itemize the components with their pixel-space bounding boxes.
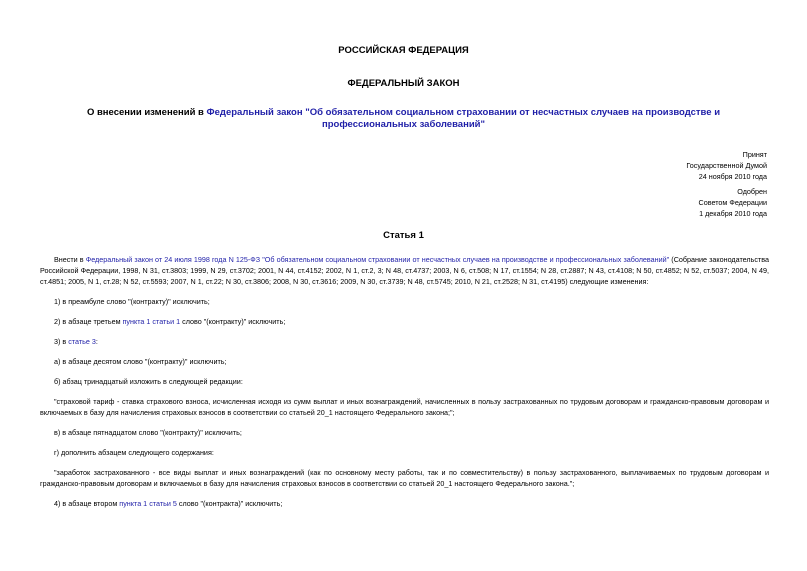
article-3-link[interactable]: статье 3 [68,337,96,346]
law-title-prefix: О внесении изменений в [86,107,207,118]
country-heading: РОССИЙСКАЯ ФЕДЕРАЦИЯ [338,45,469,56]
item-4 [40,498,769,509]
approved-date: 1 декабря 2010 года [699,209,767,218]
item-3g: г) дополнить абзацем следующего содержания: [54,448,214,457]
intro-suffix: (Собрание законодательства Российской Федерации, 1998, N 31, ст.3803; 1999, N 29, ст.3702; 2001, N 44, ст.4152; 2002, N 1, ст.2, 3; N 48, ст.4737; 2003, N 6, ст.508; N 17, ст.1554; N 28, ст.2887; N 43, ст.4108; N 50, ст.4852; N 52, ст.5037; 2004, N 49, ст.4851; 2005, N 1, ст.28; N 52, ст.5593; 2007, N 1, ст.22; N 30, ст.3806; 2008, N 30, ст.3616; 2009, N 30, ст.3739; N 48, ст.5745; 2010, N 21, ст.2528; N 31, ст.4195) следующие изменения: [40,255,769,286]
accepted-line: Принят [742,150,767,159]
intro-paragraph [40,254,769,287]
law-reference-link[interactable]: Федеральный закон от 24 июля 1998 года N 125-ФЗ "Об обязательном социальном страховании от несчастных случаев на производстве и профессиональных заболеваний" [85,255,670,264]
approved-line: Одобрен [737,187,767,196]
item-4-suffix: слово "(контракта)" исключить; [176,499,283,508]
item-3a: а) в абзаце десятом слово "(контракту)" исключить; [54,357,227,366]
accepted-line: Государственной Думой [686,161,767,170]
item-3-suffix: : [95,337,98,346]
law-title [40,107,767,131]
accepted-date: 24 ноября 2010 года [698,172,767,181]
article-5-link[interactable]: статьи 5 [149,499,177,508]
quote-1: "страховой тариф - ставка страхового взноса, исчисленная исходя из сумм выплат и иных вознаграждений, начисленных в пользу застрахованных по трудовым договорам и гражданско-правовым договорам и включаемых в базу для начисления страховых взносов в соответствии со статьей 20_1 настоящего Федерального закона;"; [40,397,769,417]
point-1-link[interactable]: пункта 1 [122,317,151,326]
law-title-link[interactable]: Федеральный закон "Об обязательном социальном страховании от несчастных случаев на производстве и профессиональных заболеваний" [206,107,721,130]
intro-prefix: Внести в [54,255,86,264]
item-3b: б) абзац тринадцатый изложить в следующей редакции: [54,377,243,386]
item-1: 1) в преамбуле слово "(контракту)" исключить; [54,297,210,306]
item-2-prefix: 2) в абзаце третьем [54,317,123,326]
item-2-suffix: слово "(контракту)" исключить; [180,317,286,326]
approved-block [567,186,767,219]
item-3 [40,336,769,347]
quote-2: "заработок застрахованного - все виды выплат и иных вознаграждений (как по основному месту работы, так и по совместительству) в пользу застрахованного, выплачиваемых по трудовым договорам и гражданско-правовым договорам и включаемых в базу для начисления страховых взносов в соответствии со статьей 20_1 настоящего Федерального закона."; [40,468,769,488]
item-4-prefix: 4) в абзаце втором [54,499,120,508]
item-3v: в) в абзаце пятнадцатом слово "(контракту)" исключить; [54,428,242,437]
item-3-prefix: 3) в [54,337,69,346]
item-2 [40,316,769,327]
approved-line: Советом Федерации [698,198,767,207]
article-body [40,254,769,518]
article-1-link[interactable]: статьи 1 [152,317,181,326]
law-type-heading: ФЕДЕРАЛЬНЫЙ ЗАКОН [347,78,460,89]
article-heading: Статья 1 [383,230,424,241]
point-1-link[interactable]: пункта 1 [119,499,148,508]
accepted-block [567,149,767,182]
